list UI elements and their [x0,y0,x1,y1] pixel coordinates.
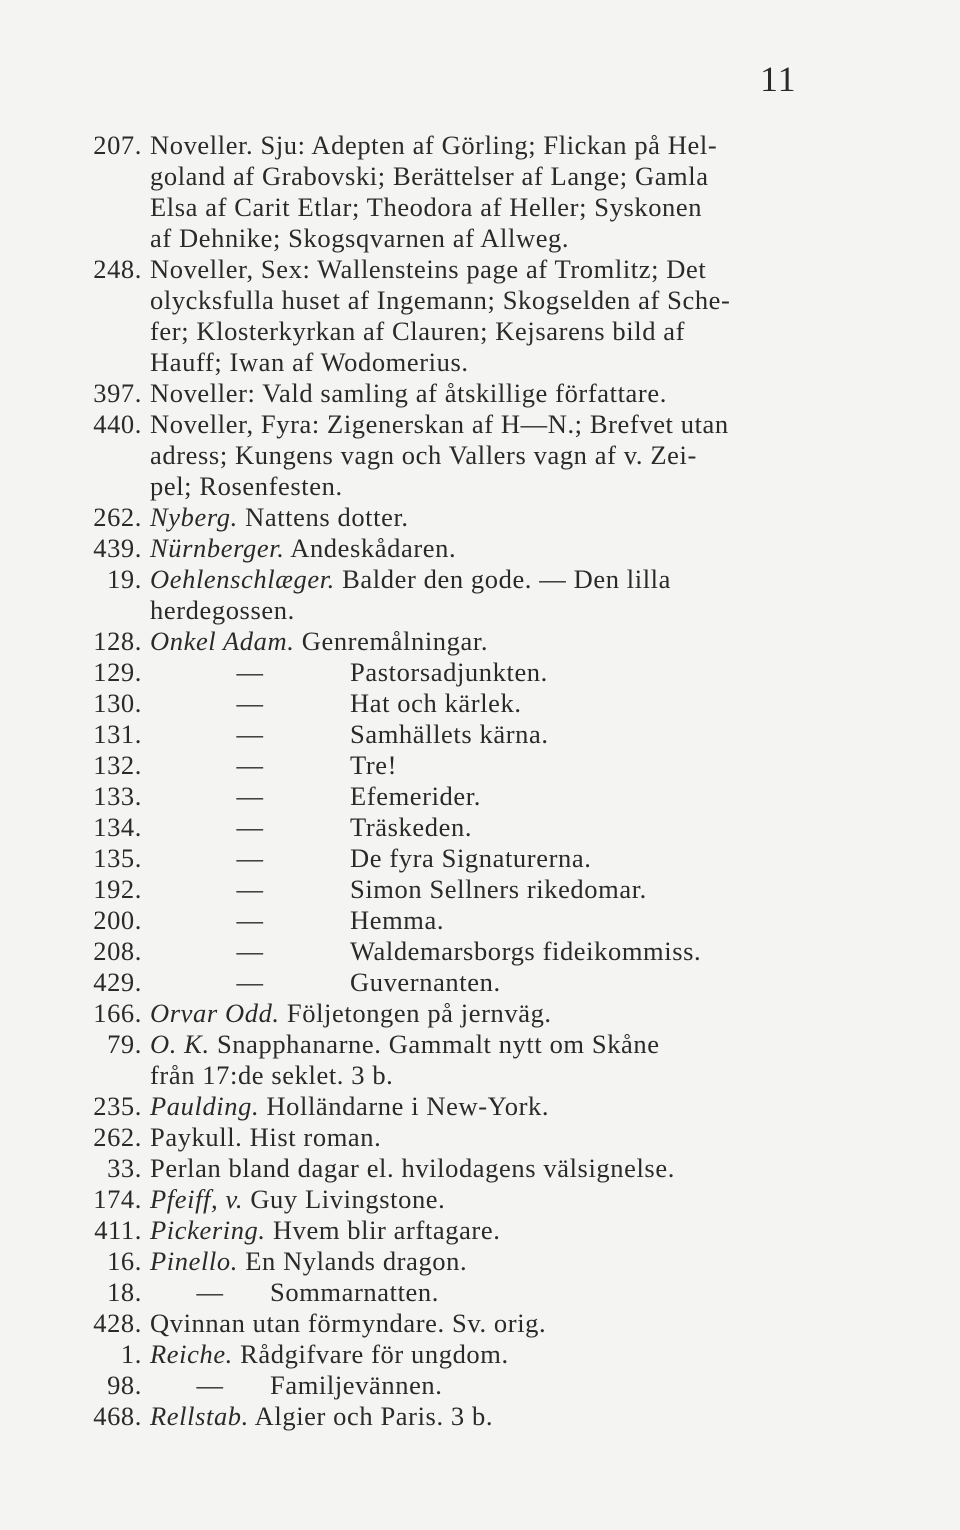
entry-title: Hvem blir arftagare. [272,1215,501,1245]
entry-title: Algier och Paris. 3 b. [254,1401,494,1431]
catalog-entry [60,1091,860,1122]
entry-text-line: Noveller, Sex: Wallensteins page af Tromlitz; Det [150,254,707,284]
catalog-entry [60,719,860,750]
entry-text-line: Qvinnan utan förmyndare. Sv. orig. [150,1308,547,1338]
entry-ditto-dash: — [236,967,264,997]
catalog-entry [60,781,860,812]
catalog-entry [60,936,860,967]
entry-number: 131. [93,719,142,749]
entry-ditto-dash: — [236,812,264,842]
catalog-entry [60,1246,860,1277]
catalog-entry [60,905,860,936]
catalog-entry [60,1215,860,1246]
entry-number: 130. [93,688,142,718]
entry-number: 235. [93,1091,142,1121]
catalog-entry [60,688,860,719]
catalog-entries [60,130,860,1432]
entry-number: 19. [107,564,142,594]
entry-number: 192. [93,874,142,904]
entry-number: 134. [93,812,142,842]
catalog-entry [60,1029,860,1091]
entry-text-line: Hauff; Iwan af Wodomerius. [150,347,469,377]
catalog-entry [60,1308,860,1339]
entry-author: O. K. [150,1029,210,1059]
entry-number: 397. [93,378,142,408]
entry-number: 1. [120,1339,142,1369]
entry-title: Efemerider. [350,781,481,811]
catalog-entry [60,1401,860,1432]
entry-ditto-dash: — [196,1277,224,1307]
entry-number: 18. [107,1277,142,1307]
entry-title: Familjevännen. [270,1370,443,1400]
entry-number: 248. [93,254,142,284]
entry-title: Träskeden. [350,812,473,842]
entry-number: 133. [93,781,142,811]
entry-author: Nürnberger. [150,533,285,563]
entry-title: En Nylands dragon. [245,1246,468,1276]
catalog-entry [60,750,860,781]
entry-ditto-dash: — [236,688,264,718]
catalog-entry [60,967,860,998]
entry-author: Nyberg. [150,502,238,532]
entry-ditto-dash: — [236,657,264,687]
entry-text-line: Elsa af Carit Etlar; Theodora af Heller; Syskonen [150,192,703,222]
entry-title: Guvernanten. [350,967,501,997]
entry-title: Följetongen på jernväg. [286,998,552,1028]
entry-text-line: fer; Klosterkyrkan af Clauren; Kejsarens bild af [150,316,686,346]
entry-author: Pfeiff, v. [150,1184,244,1214]
entry-author: Onkel Adam. [150,626,295,656]
entry-number: 129. [93,657,142,687]
entry-author: Pinello. [150,1246,238,1276]
entry-title: Hemma. [350,905,445,935]
entry-number: 132. [93,750,142,780]
entry-title: Sommarnatten. [270,1277,439,1307]
catalog-entry [60,378,860,409]
entry-number: 440. [93,409,142,439]
catalog-entry [60,1370,860,1401]
catalog-entry [60,564,860,626]
entry-number: 208. [93,936,142,966]
entry-number: 468. [93,1401,142,1431]
entry-ditto-dash: — [236,750,264,780]
entry-title: Tre! [350,750,398,780]
entry-text-line: Paykull. Hist roman. [150,1122,382,1152]
catalog-entry [60,843,860,874]
entry-number: 135. [93,843,142,873]
entry-ditto-dash: — [236,781,264,811]
entry-number: 166. [93,998,142,1028]
entry-text-line: Noveller, Fyra: Zigenerskan af H—N.; Brefvet utan [150,409,729,439]
entry-title: Andeskådaren. [290,533,457,563]
entry-title: Samhällets kärna. [350,719,549,749]
entry-number: 262. [93,1122,142,1152]
catalog-entry [60,812,860,843]
entry-ditto-dash: — [236,905,264,935]
entry-number: 207. [93,130,142,160]
catalog-entry [60,626,860,657]
entry-number: 128. [93,626,142,656]
entry-number: 411. [94,1215,142,1245]
entry-author: Paulding. [150,1091,260,1121]
entry-title: Balder den gode. [342,564,533,594]
catalog-entry [60,1122,860,1153]
entry-title: Hat och kärlek. [350,688,522,718]
entry-extra: — Den lilla [539,564,671,594]
entry-number: 439. [93,533,142,563]
entry-ditto-dash: — [196,1370,224,1400]
entry-number: 262. [93,502,142,532]
entry-title: Snapphanarne. Gammalt nytt om Skåne [216,1029,660,1059]
entry-text-line: Noveller: Vald samling af åtskillige författare. [150,378,667,408]
entry-number: 174. [93,1184,142,1214]
entry-author: Pickering. [150,1215,266,1245]
catalog-entry [60,130,860,254]
catalog-entry [60,657,860,688]
entry-text-line: från 17:de seklet. 3 b. [150,1060,394,1090]
entry-number: 16. [107,1246,142,1276]
entry-author: Orvar Odd. [150,998,280,1028]
catalog-entry [60,1153,860,1184]
catalog-entry [60,533,860,564]
catalog-entry [60,1184,860,1215]
catalog-entry [60,1339,860,1370]
entry-title: Guy Livingstone. [250,1184,446,1214]
entry-title: De fyra Signaturerna. [350,843,592,873]
entry-title: Genremålningar. [301,626,489,656]
entry-text-line: af Dehnike; Skogsqvarnen af Allweg. [150,223,570,253]
page-number: 11 [760,59,797,99]
entry-ditto-dash: — [236,874,264,904]
entry-number: 428. [93,1308,142,1338]
catalog-entry [60,1277,860,1308]
entry-number: 429. [93,967,142,997]
entry-number: 33. [107,1153,142,1183]
entry-title: Holländarne i New-York. [266,1091,550,1121]
entry-text-line: pel; Rosenfesten. [150,471,343,501]
entry-title: Waldemarsborgs fideikommiss. [350,936,702,966]
entry-number: 98. [107,1370,142,1400]
entry-text-line: olycksfulla huset af Ingemann; Skogselden af Sche- [150,285,731,315]
entry-title: Rådgifvare för ungdom. [240,1339,509,1369]
catalog-entry [60,998,860,1029]
entry-text-line: adress; Kungens vagn och Vallers vagn af v. Zei- [150,440,697,470]
entry-text-line: Perlan bland dagar el. hvilodagens välsignelse. [150,1153,675,1183]
entry-author: Reiche. [150,1339,233,1369]
catalog-entry [60,502,860,533]
entry-title: Nattens dotter. [245,502,409,532]
catalog-entry [60,254,860,378]
entry-title: Pastorsadjunkten. [350,657,548,687]
entry-title: Simon Sellners rikedomar. [350,874,647,904]
entry-number: 200. [93,905,142,935]
entry-text-line: Noveller. Sju: Adepten af Görling; Flickan på Hel- [150,130,718,160]
entry-author: Oehlenschlæger. [150,564,335,594]
catalog-entry [60,874,860,905]
entry-ditto-dash: — [236,843,264,873]
entry-number: 79. [107,1029,142,1059]
entry-text-line: herdegossen. [150,595,295,625]
entry-ditto-dash: — [236,719,264,749]
entry-text-line: goland af Grabovski; Berättelser af Lange; Gamla [150,161,709,191]
entry-ditto-dash: — [236,936,264,966]
entry-author: Rellstab. [150,1401,249,1431]
catalog-entry [60,409,860,502]
